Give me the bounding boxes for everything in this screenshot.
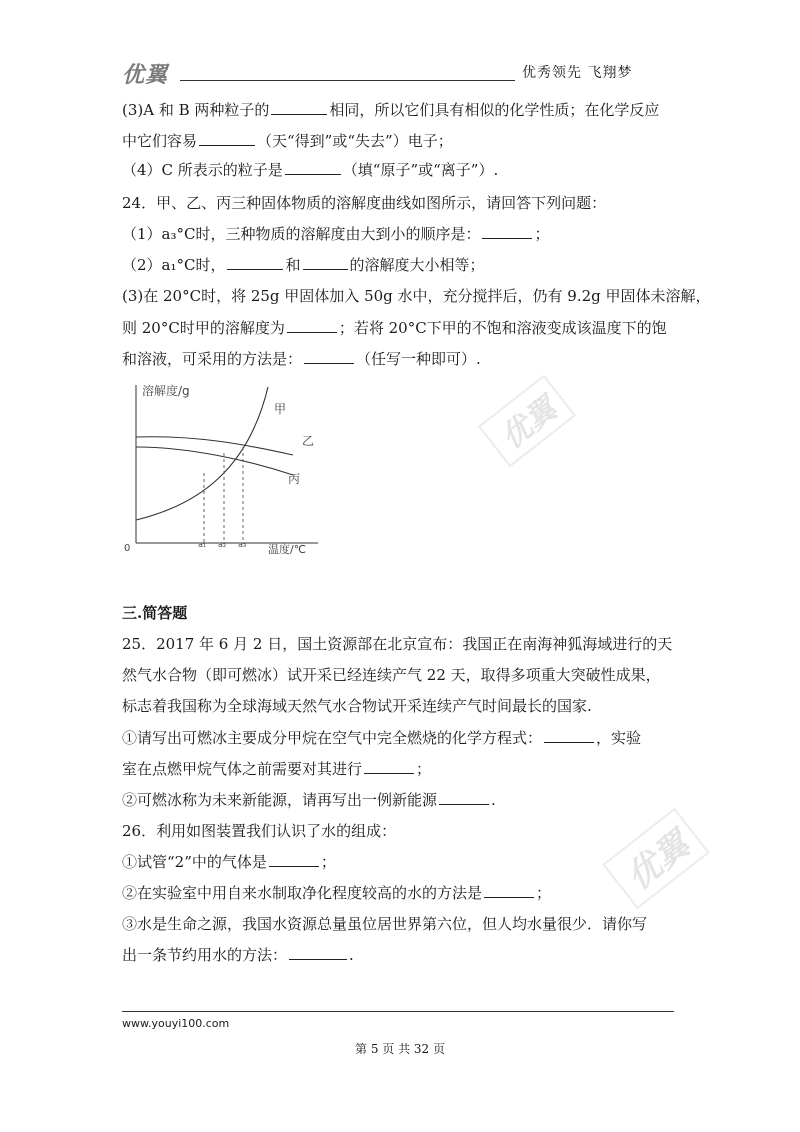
curve-yi xyxy=(136,437,293,455)
page-number: 第 5 页 共 32 页 xyxy=(355,1042,445,1056)
origin-label: 0 xyxy=(124,543,131,554)
x-axis-label: 温度/℃ xyxy=(268,543,307,556)
tick-a2: a₂ xyxy=(218,540,227,549)
footer-rule xyxy=(122,1011,674,1012)
q25-2-line: ②可燃冰称为未来新能源，请再写出一例新能源 . xyxy=(122,791,496,809)
header-slogan: 优秀领先 飞翔梦 xyxy=(522,65,633,81)
watermark: 优翼 xyxy=(478,375,576,468)
label-yi: 乙 xyxy=(302,434,315,448)
q24-3-line2: 则 20°C时甲的溶解度为 ；若将 20°C下甲的不饱和溶液变成该温度下的饱 xyxy=(122,319,667,337)
answer-blank[interactable] xyxy=(227,255,283,270)
section-title: 三.简答题 xyxy=(122,604,188,622)
header-logo: 优翼 xyxy=(122,63,169,88)
answer-blank[interactable] xyxy=(199,131,255,146)
answer-blank[interactable] xyxy=(544,728,594,743)
label-bing: 丙 xyxy=(288,472,301,486)
curve-bing xyxy=(136,447,293,475)
curve-jia xyxy=(136,387,268,520)
footer-url[interactable]: www.youyi100.com xyxy=(122,1017,230,1030)
answer-blank[interactable] xyxy=(287,318,337,333)
answer-blank[interactable] xyxy=(304,349,354,364)
answer-blank[interactable] xyxy=(285,160,341,175)
q23-3-line1: (3)A 和 B 两种粒子的 相同，所以它们具有相似的化学性质；在化学反应 xyxy=(122,101,660,119)
q26-1-line: ①试管“2”中的气体是 ； xyxy=(122,853,336,871)
answer-blank[interactable] xyxy=(271,100,327,115)
q26-3-line1: ③水是生命之源，我国水资源总量虽位居世界第六位，但人均水量很少．请你写 xyxy=(122,915,648,933)
answer-blank[interactable] xyxy=(364,759,414,774)
tick-a3: a₃ xyxy=(238,540,247,549)
solubility-chart xyxy=(118,375,338,560)
q26-stem: 26．利用如图装置我们认识了水的组成： xyxy=(122,822,397,840)
tick-a1: a₁ xyxy=(198,540,207,549)
q25-line2: 然气水合物（即可燃冰）试开采已经连续产气 22 天，取得多项重大突破性成果， xyxy=(122,666,661,684)
answer-blank[interactable] xyxy=(303,255,348,270)
answer-blank[interactable] xyxy=(482,224,532,239)
q26-2-line: ②在实验室中用自来水制取净化程度较高的水的方法是 ； xyxy=(122,884,552,902)
q26-3-line2: 出一条节约用水的方法： . xyxy=(122,946,354,964)
answer-blank[interactable] xyxy=(439,790,489,805)
y-axis-label: 溶解度/g xyxy=(142,384,190,398)
header-rule xyxy=(180,80,515,81)
q24-3-line1: (3)在 20°C时，将 25g 甲固体加入 50g 水中，充分搅拌后，仍有 9.2g 甲固体未溶解， xyxy=(122,287,711,305)
answer-blank[interactable] xyxy=(289,945,347,960)
q24-1-line: （1）a₃°C时，三种物质的溶解度由大到小的顺序是： ； xyxy=(122,225,550,243)
label-jia: 甲 xyxy=(274,402,287,416)
answer-blank[interactable] xyxy=(269,852,319,867)
q25-1-line2: 室在点燃甲烷气体之前需要对其进行 ； xyxy=(122,760,432,778)
q24-stem: 24．甲、乙、丙三种固体物质的溶解度曲线如图所示，请回答下列问题： xyxy=(122,194,607,212)
q23-3-line2: 中它们容易 （天“得到”或“失去”）电子； xyxy=(122,132,453,150)
q25-line1: 25．2017 年 6 月 2 日，国土资源部在北京宣布：我国正在南海神狐海域进行的天 xyxy=(122,635,673,653)
q25-1-line1: ①请写出可燃冰主要成分甲烷在空气中完全燃烧的化学方程式： ，实验 xyxy=(122,729,642,747)
q24-3-line3: 和溶液，可采用的方法是： （任写一种即可）. xyxy=(122,350,481,368)
q25-line3: 标志着我国称为全球海域天然气水合物试开采连续产气时间最长的国家. xyxy=(122,697,592,715)
q23-4-line: （4）C 所表示的粒子是 （填“原子”或“离子”）. xyxy=(122,161,499,179)
answer-blank[interactable] xyxy=(484,883,534,898)
q24-2-line: （2）a₁°C时， 和 的溶解度大小相等； xyxy=(122,256,485,274)
watermark: 优翼 xyxy=(602,808,710,910)
